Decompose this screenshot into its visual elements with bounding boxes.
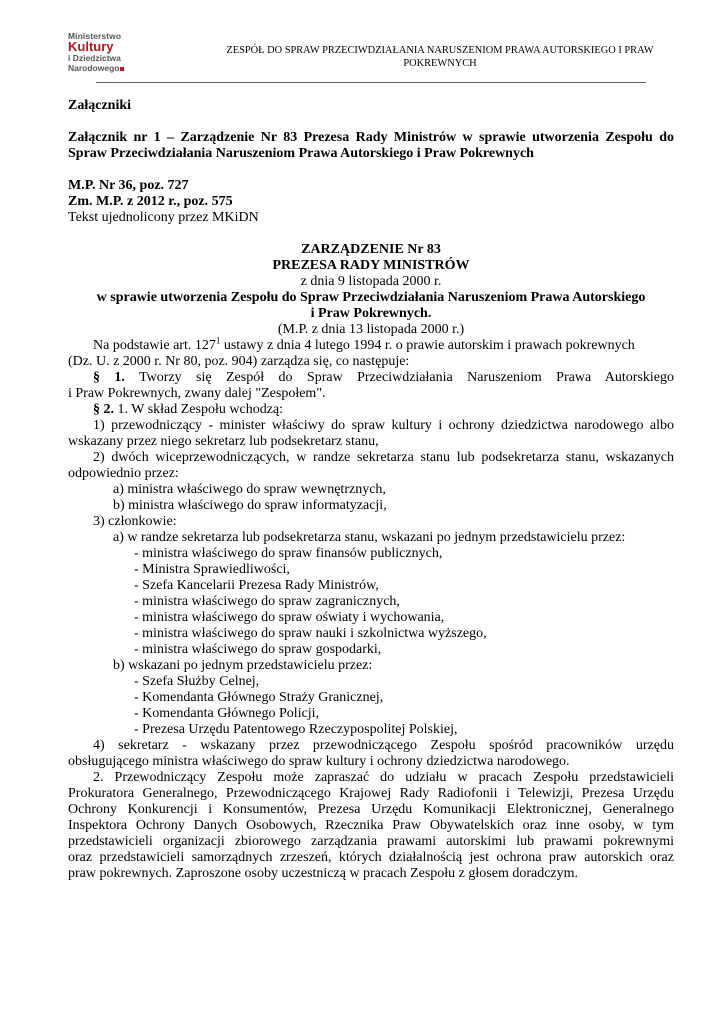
item-3-a-entry: - Ministra Sprawiedliwości,	[134, 562, 290, 577]
consolidated-note: Tekst ujednolicony przez MKiDN	[68, 210, 259, 225]
item-4-line-2: obsługującego ministra właściwego do spraw kultury i ochrony dziedzictwa narodowego.	[68, 754, 570, 769]
item-2-line-1: 2) dwóch wiceprzewodniczących, w randze sekretarza stanu lub podsekretarza stanu, wskazanych	[93, 450, 674, 465]
attachment-title-line-2: Spraw Przeciwdziałania Naruszeniom Prawa Autorskiego i Praw Pokrewnych	[68, 146, 534, 161]
document-body	[68, 98, 674, 882]
item-3-a-entry: - ministra właściwego do spraw nauki i szkolnictwa wyższego,	[134, 626, 487, 641]
item-3-b-entry: - Komendanta Głównego Policji,	[134, 706, 320, 721]
page-header	[200, 44, 680, 70]
ordinance-date: z dnia 9 listopada 2000 r.	[300, 274, 442, 289]
item-3-a-entry: - ministra właściwego do spraw gospodarki,	[134, 642, 382, 657]
logo-line-4	[68, 63, 158, 73]
section-2-label: § 2.	[93, 402, 114, 417]
header-divider	[96, 82, 646, 83]
item-3-a-entry: - ministra właściwego do spraw finansów publicznych,	[134, 546, 443, 561]
header-line-1: ZESPÓŁ DO SPRAW PRZECIWDZIAŁANIA NARUSZENIOM PRAWA AUTORSKIEGO I PRAW	[226, 45, 654, 56]
item-2-a: a) ministra właściwego do spraw wewnętrznych,	[113, 482, 386, 497]
item-3-a: a) w randze sekretarza lub podsekretarza stanu, wskazani po jednym przedstawicielu przez:	[113, 530, 626, 545]
logo-dot-icon	[120, 67, 124, 71]
paragraph-2-line: Inspektora Ochrony Danych Osobowych, Rzecznika Praw Obywatelskich oraz inne osoby, w tym	[68, 818, 674, 833]
mp-amendment: Zm. M.P. z 2012 r., poz. 575	[68, 194, 233, 209]
item-3-a-entry: - ministra właściwego do spraw oświaty i wychowania,	[134, 610, 445, 625]
publication-note: (M.P. z dnia 13 listopada 2000 r.)	[277, 322, 465, 337]
section-2-line	[68, 402, 674, 418]
item-2-line-2: odpowiednio przez:	[68, 466, 179, 481]
item-3-b-entry: - Komendanta Głównego Straży Granicznej,	[134, 690, 384, 705]
item-3-b-entry: - Prezesa Urzędu Patentowego Rzeczypospolitej Polskiej,	[134, 722, 458, 737]
section-1-line-2: i Praw Pokrewnych, zwany dalej "Zespołem".	[68, 386, 326, 401]
item-2-b: b) ministra właściwego do spraw informatyzacji,	[113, 498, 387, 513]
section-1-label: § 1.	[93, 370, 125, 385]
item-3-b: b) wskazani po jednym przedstawicielu przez:	[113, 658, 373, 673]
section-2-text: 1. W skład Zespołu wchodzą:	[114, 402, 284, 417]
section-1-text: Tworzy się Zespół do Spraw Przeciwdziałania Naruszeniom Prawa Autorskiego	[124, 370, 675, 385]
paragraph-2-last-line: praw pokrewnych. Zaproszone osoby uczestniczą w pracach Zespołu z głosem doradczym.	[68, 866, 579, 881]
logo-line-1: Ministerstwo	[68, 31, 122, 41]
ordinance-issuer: PREZESA RADY MINISTRÓW	[272, 258, 470, 273]
paragraph-2-line: Ochrony Konkurencji i Konsumentów, Prezesa Urzędu Komunikacji Elektronicznej, Generalnego	[68, 802, 674, 817]
paragraph-2-line: 2. Przewodniczący Zespołu może zapraszać do udziału w pracach Zespołu przedstawicieli	[93, 770, 674, 785]
paragraph-2-line: Prokuratora Generalnego, Przewodniczącego Krajowej Rady Radiofonii i Telewizji, Prezesa Urzędu	[68, 786, 674, 801]
ordinance-subject-line-2: i Praw Pokrewnych.	[310, 306, 432, 321]
section-1-line-1	[68, 370, 674, 386]
item-3-a-entry: - ministra właściwego do spraw zagranicznych,	[134, 594, 400, 609]
mp-reference: M.P. Nr 36, poz. 727	[68, 178, 189, 193]
paragraph-2-line: przedstawicieli organizacji zbiorowego zarządzania prawami autorskimi lub prawami pokrewnymi	[68, 834, 674, 849]
paragraph-2-line: oraz przedstawicieli samorządnych zrzeszeń, których działalnością jest ochrona praw autorskich oraz	[68, 850, 674, 865]
logo-line-3: i Dziedzictwa	[68, 53, 121, 63]
item-4-line-1: 4) sekretarz - wskazany przez przewodniczącego Zespołu spośród pracowników urzędu	[93, 738, 674, 753]
attachment-title-line-1: Załącznik nr 1 – Zarządzenie Nr 83 Prezesa Rady Ministrów w sprawie utworzenia Zespołu do	[68, 130, 674, 145]
legal-basis-line-1	[68, 335, 674, 354]
attachments-heading: Załączniki	[68, 98, 132, 113]
item-3-b-entry: - Szefa Służby Celnej,	[134, 674, 260, 689]
item-3-a-entry: - Szefa Kancelarii Prezesa Rady Ministrów,	[134, 578, 379, 593]
header-line-2: POKREWNYCH	[403, 58, 477, 69]
logo-line-2: Kultury	[68, 39, 114, 54]
legal-basis-a: Na podstawie art. 127	[93, 338, 216, 353]
item-3: 3) członkowie:	[93, 514, 177, 529]
ordinance-subject-line-1: w sprawie utworzenia Zespołu do Spraw Przeciwdziałania Naruszeniom Prawa Autorskiego	[96, 290, 646, 305]
legal-basis-line-2: (Dz. U. z 2000 r. Nr 80, poz. 904) zarządza się, co następuje:	[68, 354, 410, 369]
logo-line-4-text: Narodowego	[68, 63, 120, 73]
legal-basis-sup: 1	[215, 335, 221, 346]
legal-basis-b: ustawy z dnia 4 lutego 1994 r. o prawie autorskim i prawach pokrewnych	[220, 338, 635, 353]
item-1-line-1: 1) przewodniczący - minister właściwy do spraw kultury i ochrony dziedzictwa narodowego albo	[93, 418, 674, 433]
item-1-line-2: wskazany przez niego sekretarz lub podsekretarz stanu,	[68, 434, 379, 449]
ordinance-title: ZARZĄDZENIE Nr 83	[301, 242, 441, 257]
ministry-logo	[68, 31, 158, 73]
